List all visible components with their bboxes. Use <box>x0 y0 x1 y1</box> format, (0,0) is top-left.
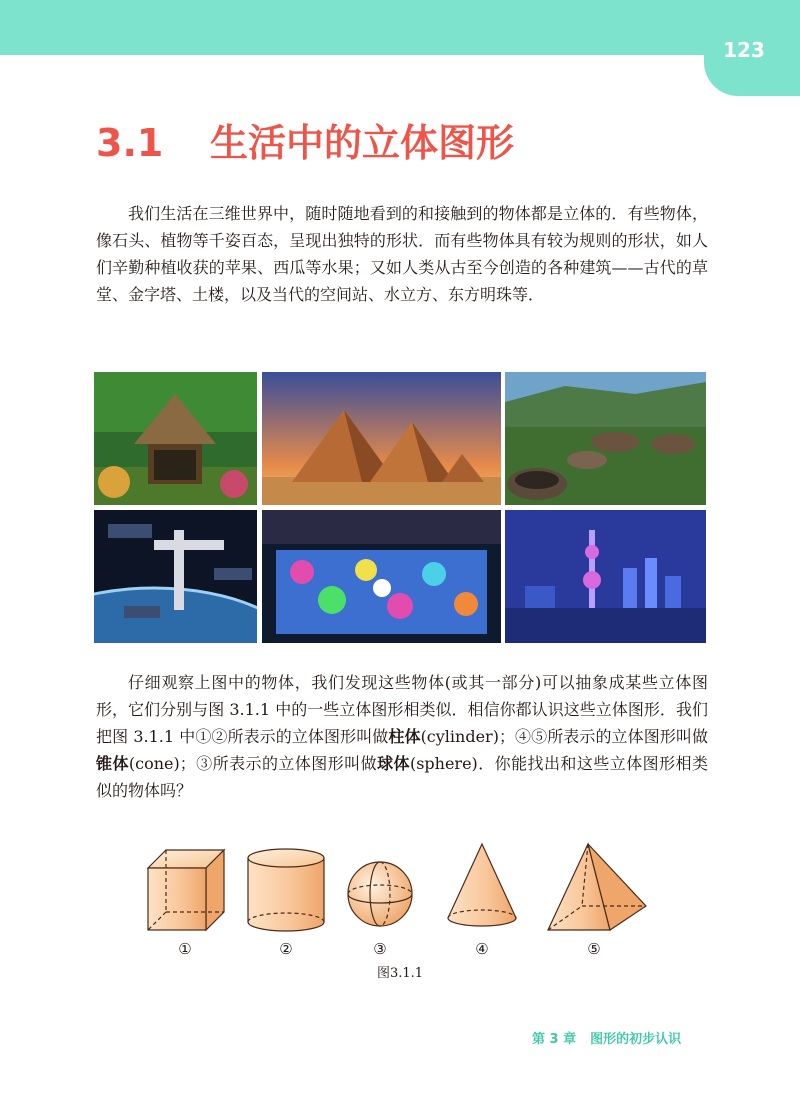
body-text-2: (cylinder)；④⑤所表示的立体图形叫做 <box>420 727 708 746</box>
label-sphere: ③ <box>373 940 387 958</box>
term-cone: 锥体 <box>96 754 129 773</box>
body-text-1: 仔细观察上图中的物体，我们发现这些物体(或其一部分)可以抽象成某些立体图形，它们分别与图 3.1.1 中的一些立体图形相类似．相信你都认识这些立体图形．我们把图 3.1.1 中①②所表示的立体图形叫做 <box>96 673 708 746</box>
photo-water-cube <box>262 510 501 643</box>
body-paragraph-text <box>96 669 708 804</box>
cone-shape <box>448 844 516 926</box>
pyramid-shape <box>548 844 646 930</box>
figure-3-1-1 <box>130 838 670 948</box>
body-text-3: (cone)；③所表示的立体图形叫做 <box>128 754 378 773</box>
photo-pudong-skyline <box>505 510 706 643</box>
term-sphere: 球体 <box>377 754 410 773</box>
intro-paragraph <box>96 200 708 308</box>
chapter-footer <box>532 1028 681 1047</box>
cylinder-shape <box>248 849 324 931</box>
top-color-band <box>0 0 800 55</box>
body-paragraph <box>96 669 708 804</box>
label-cone: ④ <box>475 940 489 958</box>
sphere-shape <box>348 862 412 926</box>
cube-shape <box>148 850 224 930</box>
intro-paragraph-text: 我们生活在三维世界中，随时随地看到的和接触到的物体都是立体的．有些物体，像石头、植物等千姿百态，呈现出独特的形状．而有些物体具有较为规则的形状，如人们辛勤种植收获的苹果、西瓜等水果；又如人类从古至今创造的各种建筑——古代的草堂、金字塔、土楼，以及当代的空间站、水立方、东方明珠等． <box>96 204 708 304</box>
photo-pyramids <box>262 372 501 505</box>
figure-caption: 图3.1.1 <box>376 966 424 981</box>
section-heading <box>96 112 514 167</box>
body-text-4: (sphere)．你能找出和这些立体图形相类似的物体吗？ <box>96 754 708 800</box>
section-number: 3.1 <box>96 121 164 165</box>
label-pyramid: ⑤ <box>587 940 601 958</box>
label-cylinder: ② <box>279 940 293 958</box>
footer-chapter: 第 3 章 <box>532 1032 577 1047</box>
photo-tulou <box>505 372 706 505</box>
term-cylinder: 柱体 <box>388 727 421 746</box>
section-title: 生活中的立体图形 <box>210 121 515 165</box>
photo-thatched-pavilion <box>94 372 257 505</box>
page-number: 123 <box>723 38 765 62</box>
label-cube: ① <box>178 940 192 958</box>
photo-space-station <box>94 510 257 643</box>
footer-chapter-title: 图形的初步认识 <box>590 1032 682 1047</box>
